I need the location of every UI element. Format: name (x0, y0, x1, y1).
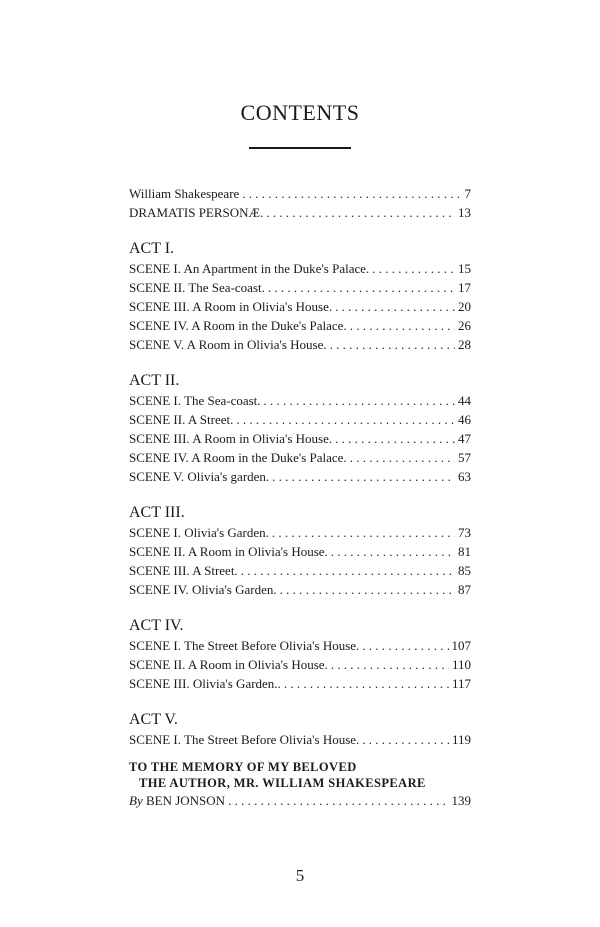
toc-entry-label: SCENE I. The Street Before Olivia's House. (129, 638, 360, 653)
memorial-heading (129, 759, 471, 791)
toc-entry-page: 47 (458, 431, 471, 446)
toc-entry-label (129, 791, 225, 810)
toc-entry[interactable] (129, 580, 471, 599)
memorial-line-1: TO THE MEMORY OF MY BELOVED (129, 760, 357, 774)
toc-entry[interactable] (129, 184, 471, 203)
act-heading: ACT V. (129, 711, 178, 728)
toc-entry[interactable] (129, 316, 471, 335)
toc-entry-label: SCENE I. Olivia's Garden. (129, 525, 269, 540)
toc-entry-label: SCENE II. A Room in Olivia's House. (129, 657, 328, 672)
toc-entry-page: 63 (458, 469, 471, 484)
toc-entry-label: SCENE I. The Street Before Olivia's House. (129, 732, 360, 747)
toc-entry-page: 87 (458, 582, 471, 597)
dot-leader (228, 791, 448, 810)
toc-entry-page: 15 (458, 261, 471, 276)
dot-leader (268, 278, 455, 297)
toc-entry[interactable] (129, 203, 471, 222)
toc-entry-page: 17 (458, 280, 471, 295)
toc-entry-page: 73 (458, 525, 471, 540)
toc-entry-page: 20 (458, 299, 471, 314)
toc-entry[interactable] (129, 410, 471, 429)
toc-entry-page: 119 (451, 732, 471, 747)
act-heading: ACT I. (129, 240, 175, 257)
toc-entry-label: SCENE I. An Apartment in the Duke's Palace. (129, 261, 370, 276)
dot-leader (272, 523, 455, 542)
toc-entry-label: SCENE IV. A Room in the Duke's Palace. (129, 318, 347, 333)
memorial-author: BEN JONSON (145, 793, 226, 808)
toc-entry-page: 46 (458, 412, 471, 427)
toc-entry-label: DRAMATIS PERSONÆ. (129, 205, 264, 220)
dot-leader (350, 448, 455, 467)
toc-entry-page: 57 (458, 450, 471, 465)
toc-entry-page: 85 (458, 563, 471, 578)
toc-entry[interactable] (129, 429, 471, 448)
toc-entry-label: SCENE V. Olivia's garden. (129, 469, 270, 484)
toc-entry[interactable] (129, 335, 471, 354)
table-of-contents (129, 184, 471, 810)
toc-entry-label: SCENE IV. Olivia's Garden. (129, 582, 277, 597)
toc-entry-label: SCENE V. A Room in Olivia's House. (129, 337, 327, 352)
title-underline (249, 147, 351, 149)
act-heading: ACT III. (129, 504, 185, 521)
toc-entry[interactable] (129, 297, 471, 316)
page-title: CONTENTS (240, 100, 360, 125)
toc-entry[interactable] (129, 523, 471, 542)
toc-entry[interactable] (129, 391, 471, 410)
toc-entry[interactable] (129, 636, 471, 655)
toc-entry-label: SCENE III. A Room in Olivia's House. (129, 299, 333, 314)
toc-entry[interactable] (129, 674, 471, 693)
toc-entry[interactable] (129, 542, 471, 561)
toc-entry[interactable] (129, 730, 471, 749)
dot-leader (372, 259, 455, 278)
by-prefix: By (129, 793, 143, 808)
memorial-line-2: THE AUTHOR, MR. WILLIAM SHAKESPEARE (139, 776, 426, 790)
toc-entry-page: 107 (451, 638, 471, 653)
dot-leader (362, 636, 448, 655)
dot-leader (335, 297, 455, 316)
dot-leader (264, 391, 455, 410)
toc-entry-label: SCENE II. A Street. (129, 412, 234, 427)
dot-leader (331, 655, 449, 674)
toc-entry-page: 44 (458, 393, 471, 408)
toc-entry-page: 110 (451, 657, 471, 672)
toc-entry-page: 139 (451, 793, 471, 808)
toc-entry-label: William Shakespeare (129, 186, 240, 201)
dot-leader (272, 467, 455, 486)
dot-leader (330, 335, 455, 354)
toc-entry-label: SCENE IV. A Room in the Duke's Palace. (129, 450, 347, 465)
toc-entry-label: SCENE II. A Room in Olivia's House. (129, 544, 328, 559)
toc-entry-page: 117 (451, 676, 471, 691)
toc-entry[interactable] (129, 448, 471, 467)
toc-entry-label: SCENE III. A Street. (129, 563, 238, 578)
toc-entry-label: SCENE I. The Sea-coast. (129, 393, 261, 408)
toc-entry[interactable] (129, 278, 471, 297)
toc-entry-label: SCENE III. A Room in Olivia's House. (129, 431, 333, 446)
dot-leader (280, 580, 455, 599)
dot-leader (284, 674, 449, 693)
toc-entry-page: 26 (458, 318, 471, 333)
toc-entry[interactable] (129, 655, 471, 674)
act-heading: ACT II. (129, 372, 180, 389)
toc-entry[interactable] (129, 259, 471, 278)
toc-entry-label: SCENE III. Olivia's Garden.. (129, 676, 281, 691)
toc-entry-page: 28 (458, 337, 471, 352)
toc-entry[interactable] (129, 791, 471, 810)
act-heading: ACT IV. (129, 617, 184, 634)
dot-leader (362, 730, 449, 749)
toc-entry-page: 7 (464, 186, 471, 201)
dot-leader (335, 429, 455, 448)
toc-entry-page: 81 (458, 544, 471, 559)
page-number: 5 (295, 866, 305, 885)
dot-leader (266, 203, 455, 222)
dot-leader (236, 410, 455, 429)
dot-leader (331, 542, 455, 561)
dot-leader (242, 184, 461, 203)
toc-entry-label: SCENE II. The Sea-coast. (129, 280, 265, 295)
dot-leader (350, 316, 455, 335)
dot-leader (241, 561, 455, 580)
toc-entry[interactable] (129, 467, 471, 486)
toc-entry[interactable] (129, 561, 471, 580)
toc-entry-page: 13 (458, 205, 471, 220)
